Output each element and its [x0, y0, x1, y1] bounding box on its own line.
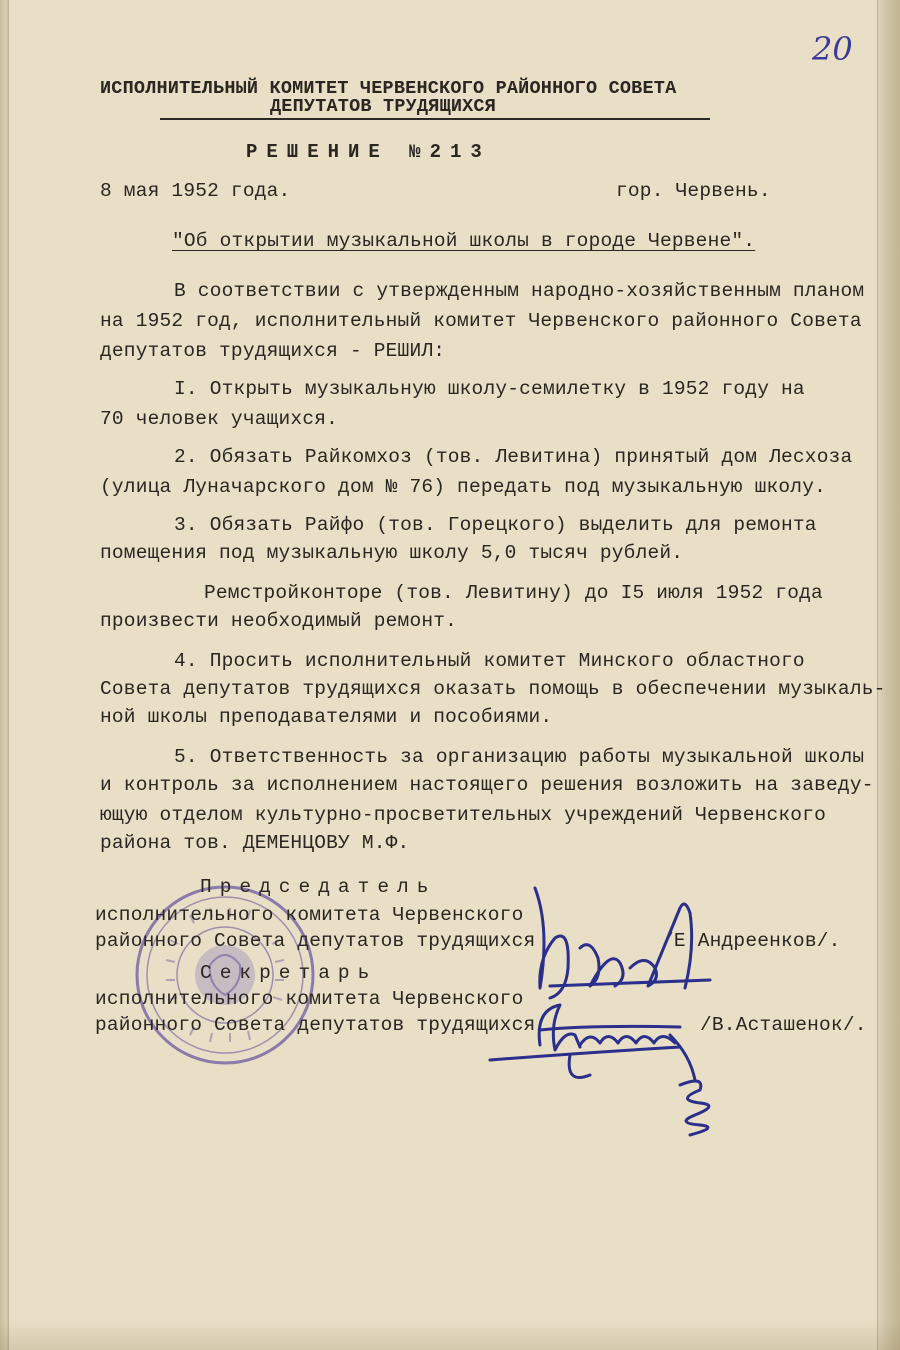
- intro-line-2: на 1952 год, исполнительный комитет Червенского районного Совета: [100, 310, 862, 332]
- item3-line-2: помещения под музыкальную школу 5,0 тысяч рублей.: [100, 542, 684, 564]
- decision-place: гор. Червень.: [616, 180, 771, 202]
- secretary-org-line2: районного Совета депутатов трудящихся: [95, 1014, 536, 1036]
- decision-subject: "Об открытии музыкальной школы в городе Червене".: [172, 230, 756, 252]
- chairman-name: /Е.Андреенков/.: [662, 930, 841, 952]
- chairman-org-line2: районного Совета депутатов трудящихся: [95, 930, 536, 952]
- item5-line-3: ющую отделом культурно-просветительных учреждений Червенского: [100, 804, 827, 826]
- item3b-line-2: произвести необходимый ремонт.: [100, 610, 458, 632]
- item5-line-1: 5. Ответственность за организацию работы музыкальной школы: [174, 746, 865, 768]
- page-left-edge: [0, 0, 9, 1350]
- secretary-title: Секретарь: [200, 962, 378, 984]
- secretary-org-line1: исполнительного комитета Червенского: [95, 988, 524, 1010]
- item3-line-1: 3. Обязать Райфо (тов. Горецкого) выделить для ремонта: [174, 514, 817, 536]
- intro-line-1: В соответствии с утвержденным народно-хозяйственным планом: [174, 280, 865, 302]
- page-number: 20: [812, 30, 853, 68]
- item3b-line-1: Ремстройконторе (тов. Левитину) до I5 июля 1952 года: [204, 582, 823, 604]
- item5-line-4: района тов. ДЕМЕНЦОВУ М.Ф.: [100, 832, 410, 854]
- item2-line-2: (улица Луначарского дом № 76) передать под музыкальную школу.: [100, 476, 827, 498]
- decision-title: РЕШЕНИЕ №213: [246, 141, 491, 163]
- header-underline: [160, 118, 710, 120]
- secretary-name: /В.Асташенок/.: [700, 1014, 867, 1036]
- item4-line-1: 4. Просить исполнительный комитет Минского областного: [174, 650, 805, 672]
- decision-date: 8 мая 1952 года.: [100, 180, 291, 202]
- item5-line-2: и контроль за исполнением настоящего решения возложить на заведу-: [100, 774, 874, 796]
- item4-line-3: ной школы преподавателями и пособиями.: [100, 706, 553, 728]
- chairman-title: Председатель: [200, 876, 437, 898]
- item1-line-1: I. Открыть музыкальную школу-семилетку в 1952 году на: [174, 378, 805, 400]
- page-bottom-shadow: [0, 1320, 900, 1350]
- org-header-line1: ИСПОЛНИТЕЛЬНЫЙ КОМИТЕТ ЧЕРВЕНСКОГО РАЙОННОГО СОВЕТА: [100, 78, 677, 99]
- item1-line-2: 70 человек учащихся.: [100, 408, 339, 430]
- intro-line-3: депутатов трудящихся - РЕШИЛ:: [100, 340, 446, 362]
- secretary-signature: [480, 975, 740, 1145]
- item2-line-1: 2. Обязать Райкомхоз (тов. Левитина) принятый дом Лесхоза: [174, 446, 853, 468]
- chairman-org-line1: исполнительного комитета Червенского: [95, 904, 524, 926]
- item4-line-2: Совета депутатов трудящихся оказать помощь в обеспечении музыкаль-: [100, 678, 886, 700]
- org-header-line2: ДЕПУТАТОВ ТРУДЯЩИХСЯ: [270, 96, 497, 117]
- page-right-edge: [877, 0, 900, 1350]
